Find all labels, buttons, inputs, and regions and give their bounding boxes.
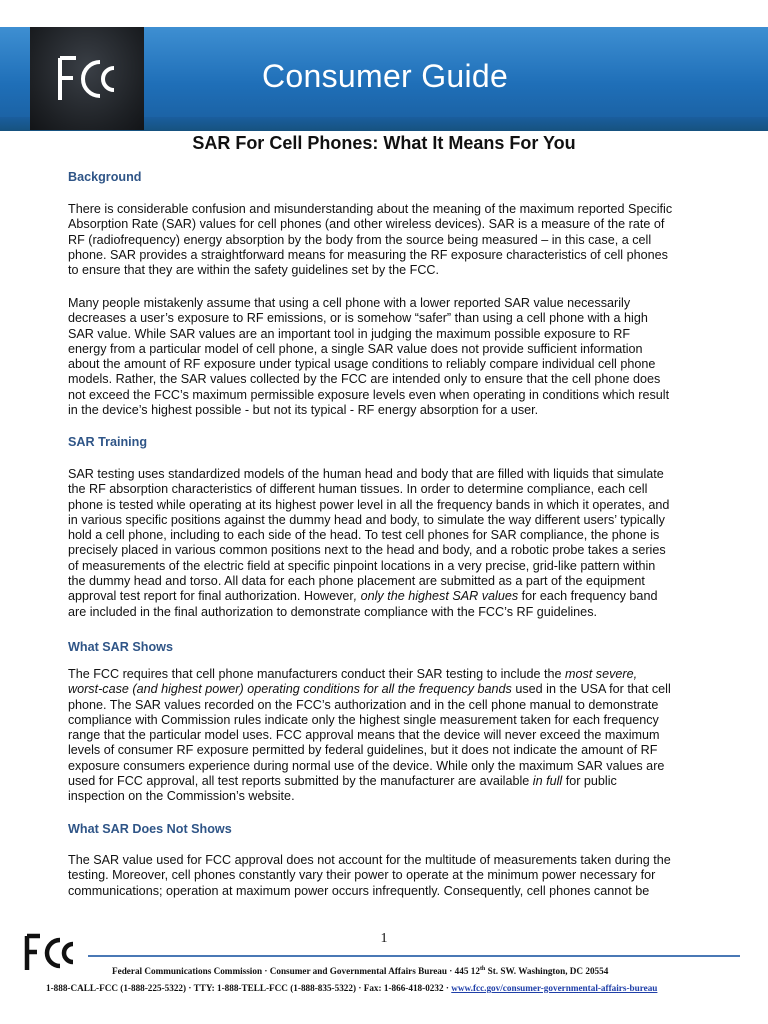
text-line: precisely placed in various common positions next to the head and body, and a robotic probe takes a series (68, 543, 666, 558)
text-line: range that the particular model uses. FCC approval means that the device will never exceed the maximum (68, 728, 660, 743)
footer-address-end: St. SW. Washington, DC 20554 (485, 966, 609, 977)
footer-fcc-logo-icon (24, 933, 76, 973)
text-line: SAR testing uses standardized models of the human head and body that are filled with liquids that simulate (68, 467, 664, 481)
paragraph-sar-training (68, 467, 669, 620)
paragraph-what-sar-does-not-show (68, 853, 671, 899)
text-line: There is considerable confusion and misunderstanding about the meaning of the maximum reported Specific (68, 202, 673, 216)
text-line: testing. Moreover, cell phones constantly vary their power to operate at the minimum power necessary for (68, 868, 656, 883)
emphasis-text: worst-case (and highest power) operating conditions for all the frequency bands (68, 682, 512, 697)
footer-address (112, 966, 608, 976)
page-number: 1 (380, 931, 388, 946)
text-line: communications; operation at maximum power occurs infrequently. Consequently, cell phones cannot be (68, 883, 650, 898)
footer-rule (88, 955, 740, 957)
footer-address-sup: th (479, 966, 486, 972)
document-title: SAR For Cell Phones: What It Means For You (192, 133, 576, 153)
section-heading-background: Background (68, 170, 142, 184)
text-line: hold a cell phone, including to each side of the head. To test cell phones for SAR compliance, the phone is (68, 528, 660, 543)
text-line: the dummy head and torso. All data for each phone placement are submitted as a part of the equipment (68, 574, 645, 589)
paragraph-what-sar-shows (68, 667, 671, 805)
text-line: decreases a user’s exposure to RF emissions, or is somehow “safer” than using a cell phone with a high (68, 311, 648, 326)
paragraph-background-2 (68, 296, 669, 418)
text-line: The FCC requires that cell phone manufacturers conduct their SAR testing to include the most severe, (68, 667, 638, 681)
footer-address-text: Federal Communications Commission · Consumer and Governmental Affairs Bureau · 445 12 (112, 966, 480, 977)
consumer-guide-title: Consumer Guide (262, 58, 509, 94)
text-line: the RF absorption characteristics of different human tissues. In order to determine compliance, each cell (68, 482, 648, 497)
text-line: models. Rather, the SAR values collected by the FCC are intended only to ensure that the cell phone does (68, 372, 661, 387)
text-line: not exceed the FCC’s maximum permissible exposure levels even when operating in conditions which result (68, 387, 670, 402)
text-line: inspection on the Commission’s website. (68, 789, 295, 804)
text-line: used for FCC approval, all test reports submitted by the manufacturer are available in full for public (68, 774, 617, 789)
text-line: to ensure that they are within the safety guidelines set by the FCC. (68, 263, 440, 278)
section-heading-what-sar-shows: What SAR Shows (68, 640, 173, 654)
emphasis-text: , only the highest SAR values (353, 589, 519, 604)
text-line: SAR value. While SAR values are an important tool in judging the maximum possible exposure to RF (68, 326, 631, 341)
paragraph-background-1 (68, 202, 672, 278)
text-line: energy from a particular model of cell phone, a single SAR value does not provide sufficient information (68, 341, 643, 356)
footer-contact-numbers: 1-888-CALL-FCC (1-888-225-5322) · TTY: 1-888-TELL-FCC (1-888-835-5322) · Fax: 1-866-418-0232 · (46, 983, 452, 993)
text-line: approval test report for final authorization. However, only the highest SAR values for each frequency band (68, 589, 658, 604)
text-line: compliance with Commission rules indicate only the highest single measurement taken for each frequency (68, 712, 659, 727)
emphasis-text: in full (532, 774, 563, 789)
text-line: in the device’s highest possible - but not its typical - RF energy absorption for a user. (68, 403, 539, 418)
text-line: of measurements of the electric field at specific pinpoint locations in a very precise, grid-like pattern within (68, 558, 656, 573)
text-line: phone is tested while operating at its highest power level in all the frequency bands in which it operates, and (68, 497, 670, 512)
text-line: in various specific positions against the dummy head and body, to simulate the way different users’ typically (68, 512, 665, 527)
footer-contact (46, 983, 657, 993)
text-line: levels of consumer RF exposure permitted by federal guidelines, but it does not indicate the amount of RF (68, 743, 658, 758)
text-line: are included in the final authorization to demonstrate compliance with the FCC’s RF guidelines. (68, 604, 597, 619)
section-heading-sar-training: SAR Training (68, 435, 148, 449)
section-heading-what-sar-does-not-show: What SAR Does Not Shows (68, 822, 232, 836)
text-line: worst-case (and highest power) operating conditions for all the frequency bands used in the USA for that cell (68, 682, 671, 697)
text-line: phone. The SAR values recorded on the FCC’s authorization and in the cell phone manual to demonstrate (68, 697, 659, 712)
text-line: about the amount of RF exposure under typical usage conditions to reliably compare individual cell phone (68, 357, 656, 372)
text-line: phone. SAR provides a straightforward means for measuring the RF exposure characteristics of cell phones (68, 247, 668, 262)
fcc-logo-box (30, 27, 144, 130)
emphasis-text: most severe, (565, 667, 638, 681)
fcc-logo-icon (56, 54, 118, 104)
text-line: The SAR value used for FCC approval does not account for the multitude of measurements taken during the (68, 853, 671, 867)
text-line: RF (radiofrequency) energy absorption by the body from the source being measured – in this case, a cell (68, 232, 652, 247)
text-line: Absorption Rate (SAR) values for cell phones (and other wireless devices). SAR is a measure of the rate of (68, 217, 665, 232)
text-line: exposure consumers experience during normal use of the device. While only the maximum SAR values are (68, 758, 665, 773)
footer-website-link[interactable]: www.fcc.gov/consumer-governmental-affairs-bureau (451, 983, 658, 993)
text-line: Many people mistakenly assume that using a cell phone with a lower reported SAR value necessarily (68, 296, 631, 310)
